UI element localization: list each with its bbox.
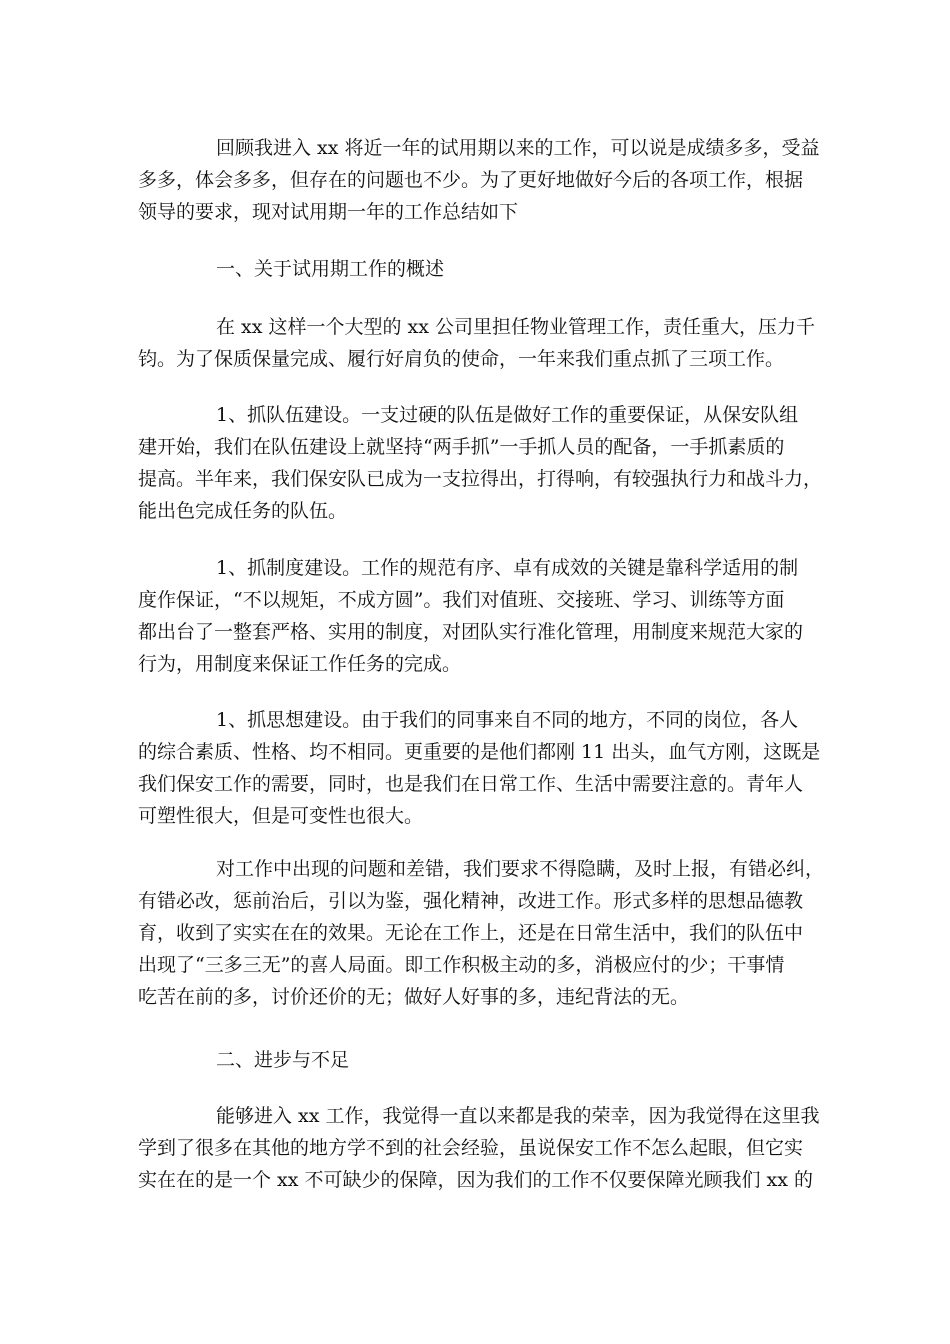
text-line: 能够进入 xx 工作，我觉得一直以来都是我的荣幸，因为我觉得在这里我 — [216, 1105, 820, 1127]
text-line: 都出台了一整套严格、实用的制度，对团队实行准化管理，用制度来规范大家的 — [138, 621, 804, 643]
paragraph-team-building — [138, 399, 823, 527]
text-line: 钧。为了保质保量完成、履行好肩负的使命，一年来我们重点抓了三项工作。 — [138, 348, 785, 370]
text-line: 二、进步与不足 — [216, 1049, 350, 1071]
text-line: 多多，体会多多，但存在的问题也不少。为了更好地做好今后的各项工作，根据 — [138, 169, 804, 191]
text-line: 育，收到了实实在在的效果。无论在工作上，还是在日常生活中，我们的队伍中 — [138, 922, 804, 944]
text-line: 学到了很多在其他的地方学不到的社会经验，虽说保安工作不怎么起眼，但它实 — [138, 1137, 804, 1159]
text-line: 吃苦在前的多，讨价还价的无；做好人好事的多，违纪背法的无。 — [138, 986, 690, 1008]
text-line: 度作保证，“不以规矩，不成方圆”。我们对值班、交接班、学习、训练等方面 — [138, 589, 785, 611]
text-line: 我们保安工作的需要，同时，也是我们在日常工作、生活中需要注意的。青年人 — [138, 773, 804, 795]
text-line: 回顾我进入 xx 将近一年的试用期以来的工作，可以说是成绩多多，受益 — [216, 137, 820, 159]
text-line: 能出色完成任务的队伍。 — [138, 500, 348, 522]
text-line: 对工作中出现的问题和差错，我们要求不得隐瞒，及时上报，有错必纠， — [216, 858, 825, 880]
text-line: 的综合素质、性格、均不相同。更重要的是他们都刚 11 出头，血气方刚，这既是 — [138, 741, 821, 763]
text-line: 提高。半年来，我们保安队已成为一支拉得出，打得响，有较强执行力和战斗力， — [138, 468, 823, 490]
paragraph-problems — [138, 853, 825, 1013]
text-line: 出现了“三多三无”的喜人局面。即工作积极主动的多，消极应付的少；干事情 — [138, 954, 785, 976]
text-line: 建开始，我们在队伍建设上就坚持“两手抓”一手抓人员的配备，一手抓素质的 — [138, 436, 785, 458]
text-line: 领导的要求，现对试用期一年的工作总结如下 — [138, 201, 519, 223]
text-line: 实在在的是一个 xx 不可缺少的保障，因为我们的工作不仅要保障光顾我们 xx 的 — [138, 1169, 814, 1191]
paragraph-thought-building — [138, 704, 821, 832]
text-line: 1、抓思想建设。由于我们的同事来自不同的地方，不同的岗位，各人 — [216, 709, 799, 731]
paragraph-overview — [138, 311, 818, 375]
text-line: 一、关于试用期工作的概述 — [216, 258, 445, 280]
text-line: 在 xx 这样一个大型的 xx 公司里担任物业管理工作，责任重大，压力千 — [216, 316, 816, 338]
paragraph-system-building — [138, 552, 818, 680]
text-line: 可塑性很大，但是可变性也很大。 — [138, 805, 424, 827]
text-line: 1、抓队伍建设。一支过硬的队伍是做好工作的重要保证，从保安队组 — [216, 404, 799, 426]
text-line: 有错必改，惩前治后，引以为鉴，强化精神，改进工作。形式多样的思想品德教 — [138, 890, 804, 912]
paragraph-progress — [138, 1100, 818, 1196]
text-line: 行为，用制度来保证工作任务的完成。 — [138, 653, 462, 675]
section-heading-overview — [138, 253, 818, 285]
section-heading-progress — [138, 1044, 818, 1076]
text-line: 1、抓制度建设。工作的规范有序、卓有成效的关键是靠科学适用的制 — [216, 557, 799, 579]
paragraph-intro — [138, 132, 818, 228]
